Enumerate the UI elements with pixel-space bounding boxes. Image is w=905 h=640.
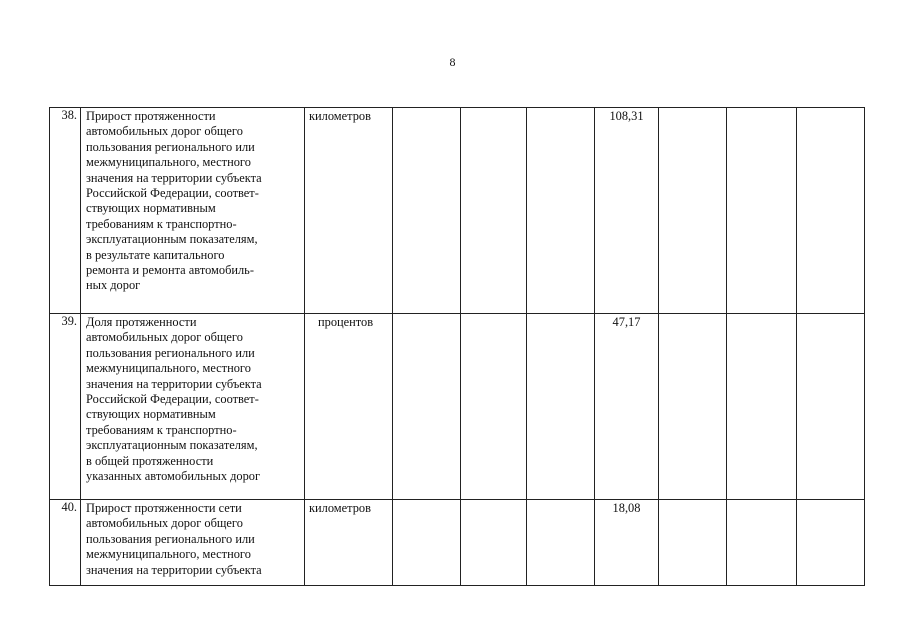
unit-cell: процентов <box>305 314 393 500</box>
indicator-name-line: Прирост протяженности сети <box>86 501 242 515</box>
indicator-name <box>81 500 305 586</box>
indicator-name <box>81 108 305 314</box>
indicator-name-line: пользования регионального или <box>86 531 255 546</box>
indicators-table <box>49 107 865 586</box>
empty-cell <box>461 500 527 586</box>
empty-cell <box>393 108 461 314</box>
value-cell: 47,17 <box>595 314 659 500</box>
empty-cell <box>797 108 865 314</box>
row-number: 38. <box>50 108 81 314</box>
indicator-name-line: автомобильных дорог общего <box>86 516 243 531</box>
indicator-name-line: ствующих нормативным <box>86 201 216 216</box>
indicator-name-line: Российской Федерации, соответ- <box>86 186 259 201</box>
indicator-name-line: Российской Федерации, соответ- <box>86 392 259 407</box>
indicator-name-line: межмуниципального, местного <box>86 547 251 562</box>
indicator-name-line: ных дорог <box>86 278 141 293</box>
indicator-name-line: ствующих нормативным <box>86 407 216 422</box>
empty-cell <box>659 108 727 314</box>
empty-cell <box>527 500 595 586</box>
empty-cell <box>659 500 727 586</box>
indicator-name-line: значения на территории субъекта <box>86 562 262 577</box>
empty-cell <box>797 314 865 500</box>
table-row <box>50 314 865 500</box>
empty-cell <box>727 500 797 586</box>
indicator-name-line: автомобильных дорог общего <box>86 124 243 139</box>
row-number: 39. <box>50 314 81 500</box>
value-cell: 108,31 <box>595 108 659 314</box>
unit-cell: километров <box>305 500 393 586</box>
value-cell: 18,08 <box>595 500 659 586</box>
indicator-name-line: указанных автомобильных дорог <box>86 469 261 484</box>
empty-cell <box>461 314 527 500</box>
indicator-name-line: межмуниципального, местного <box>86 361 251 376</box>
table-row <box>50 500 865 586</box>
indicator-name <box>81 314 305 500</box>
indicator-name-line: пользования регионального или <box>86 139 255 154</box>
empty-cell <box>527 108 595 314</box>
indicator-name-line: межмуниципального, местного <box>86 155 251 170</box>
indicator-name-line: требованиям к транспортно- <box>86 216 237 231</box>
indicator-name-line: Доля протяженности <box>86 315 197 329</box>
empty-cell <box>659 314 727 500</box>
indicator-name-line: значения на территории субъекта <box>86 170 262 185</box>
indicator-name-line: в результате капитального <box>86 247 225 262</box>
empty-cell <box>461 108 527 314</box>
empty-cell <box>797 500 865 586</box>
empty-cell <box>727 108 797 314</box>
indicator-name-line: эксплуатационным показателям, <box>86 232 258 247</box>
table-row <box>50 108 865 314</box>
indicator-name-line: требованиям к транспортно- <box>86 422 237 437</box>
row-number: 40. <box>50 500 81 586</box>
empty-cell <box>393 314 461 500</box>
indicator-name-line: значения на территории субъекта <box>86 376 262 391</box>
indicator-name-line: пользования регионального или <box>86 345 255 360</box>
indicator-name-line: Прирост протяженности <box>86 109 216 123</box>
indicator-name-line: автомобильных дорог общего <box>86 330 243 345</box>
page-number: 8 <box>449 55 456 69</box>
indicator-name-line: эксплуатационным показателям, <box>86 438 258 453</box>
empty-cell <box>393 500 461 586</box>
indicator-name-line: в общей протяженности <box>86 453 214 468</box>
empty-cell <box>727 314 797 500</box>
empty-cell <box>527 314 595 500</box>
indicator-name-line: ремонта и ремонта автомобиль- <box>86 263 254 278</box>
unit-cell: километров <box>305 108 393 314</box>
